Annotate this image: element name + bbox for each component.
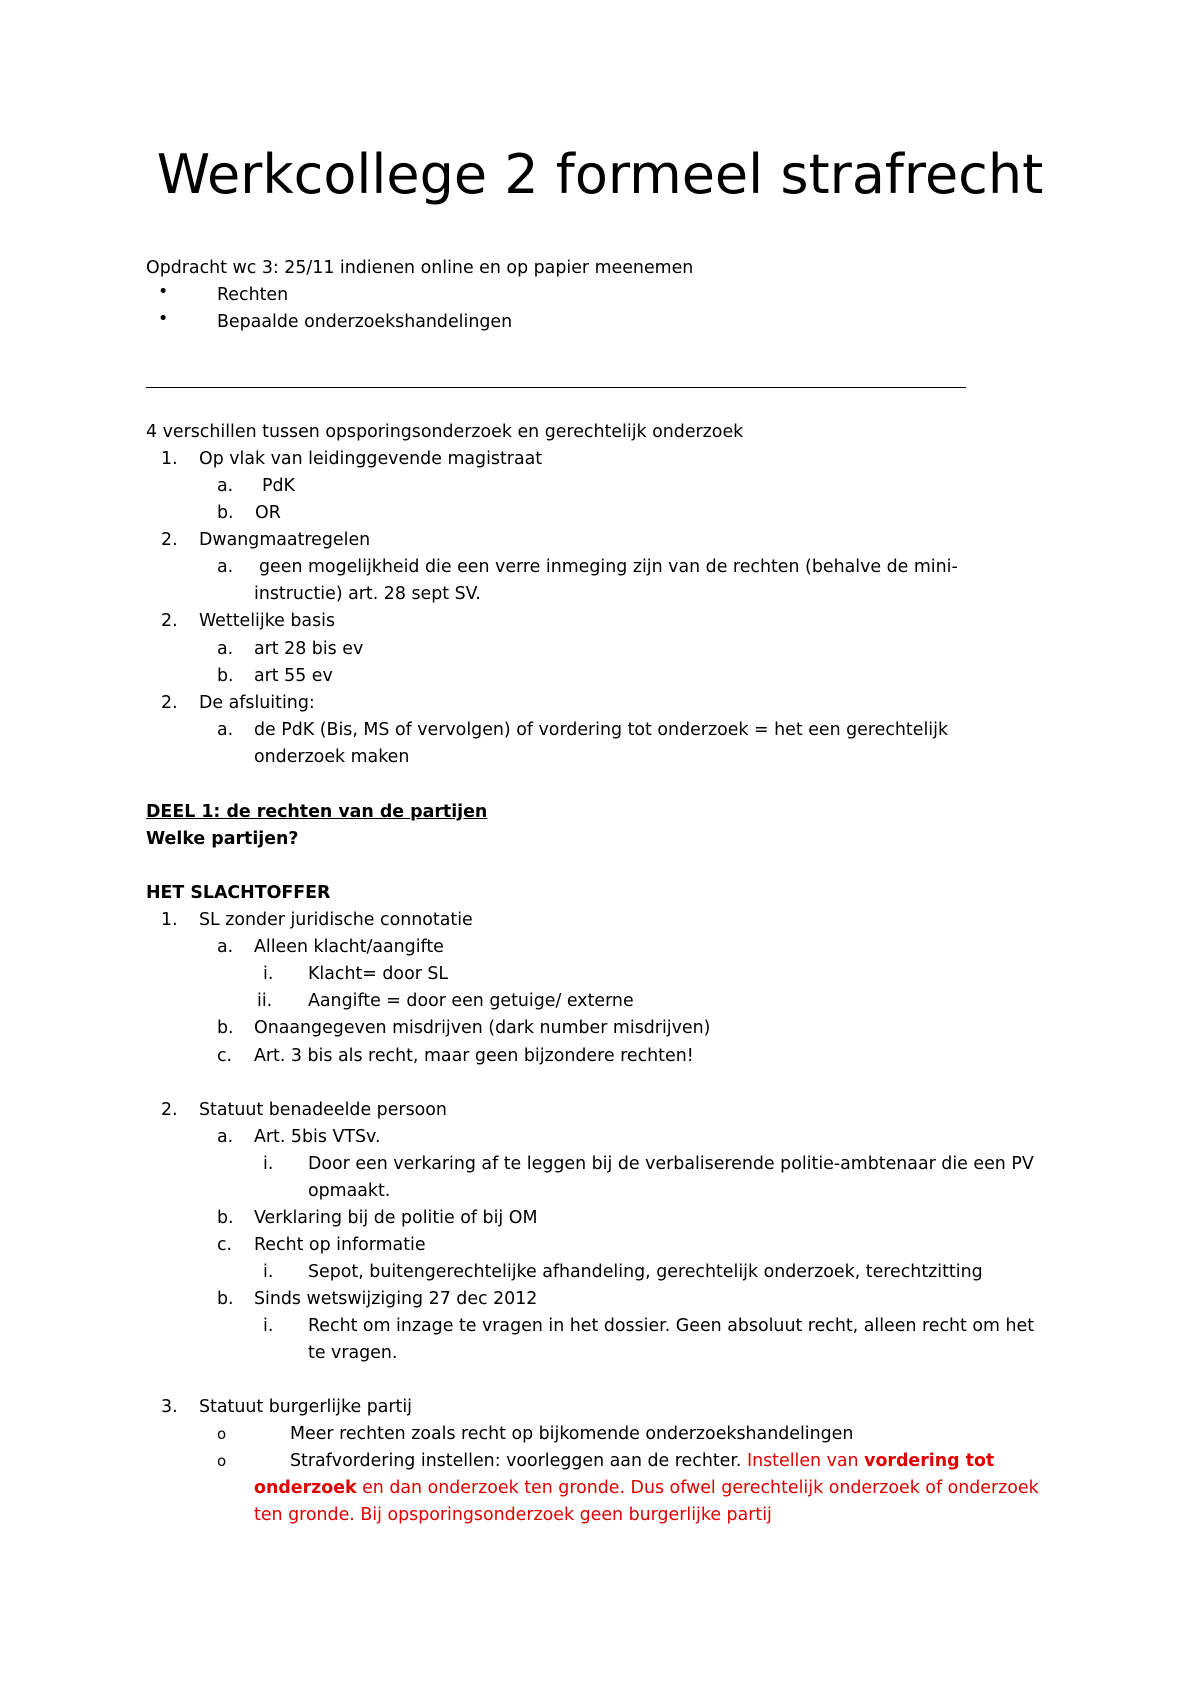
list-letter: a. [217, 639, 234, 659]
document-title: Werkcollege 2 formeel strafrecht [156, 143, 1044, 206]
list-letter: c. [217, 1235, 233, 1255]
list-subitem: Verklaring bij de politie of bij OM [254, 1208, 538, 1228]
opdracht-bullet-1: Rechten [217, 285, 289, 305]
opdracht-line: Opdracht wc 3: 25/11 indienen online en op papier meenemen [146, 258, 694, 278]
list-number: 2. [161, 530, 178, 550]
list-letter: b. [217, 1289, 234, 1309]
list-roman: i. [263, 1262, 274, 1282]
section-heading: DEEL 1: de rechten van de partijen [146, 802, 488, 822]
subsection-heading: HET SLACHTOFFER [146, 883, 331, 903]
list-roman: i. [263, 1154, 274, 1174]
circle-bullet-icon: o [217, 1425, 227, 1443]
list-subitem-continued [254, 1475, 1039, 1502]
list-subitem: Sinds wetswijziging 27 dec 2012 [254, 1289, 538, 1309]
list-letter: a. [217, 1127, 234, 1147]
list-number: 2. [161, 1100, 178, 1120]
list-subitem: geen mogelijkheid die een verre inmeging zijn van de rechten (behalve de mini- [259, 557, 958, 577]
list-roman: i. [263, 1316, 274, 1336]
list-subitem: Meer rechten zoals recht op bijkomende onderzoekshandelingen [290, 1424, 854, 1444]
list-item: De afsluiting: [199, 693, 315, 713]
list-subitem-mixed [290, 1448, 994, 1475]
list-item: Op vlak van leidinggevende magistraat [199, 449, 543, 469]
list-letter: a. [217, 476, 234, 496]
list-number: 2. [161, 693, 178, 713]
list-subitem-continued: onderzoek maken [254, 747, 410, 767]
list-item: SL zonder juridische connotatie [199, 910, 473, 930]
list-subitem: Art. 5bis VTSv. [254, 1127, 381, 1147]
list-subitem: PdK [262, 476, 295, 496]
list-subitem: Onaangegeven misdrijven (dark number misdrijven) [254, 1018, 711, 1038]
list-letter: a. [217, 557, 234, 577]
list-roman: ii. [257, 991, 273, 1011]
list-roman: i. [263, 964, 274, 984]
list-subitem-continued: ten gronde. Bij opsporingsonderzoek geen burgerlijke partij [254, 1505, 772, 1525]
list-subsubitem: Recht om inzage te vragen in het dossier. Geen absoluut recht, alleen recht om het [308, 1316, 1035, 1336]
list-subsubitem: Klacht= door SL [308, 964, 449, 984]
circle-bullet-icon: o [217, 1452, 227, 1470]
list-subitem: de PdK (Bis, MS of vervolgen) of vordering tot onderzoek = het een gerechtelijk [254, 720, 949, 740]
list-subitem: Alleen klacht/aangifte [254, 937, 444, 957]
list-number: 1. [161, 910, 178, 930]
section-question: Welke partijen? [146, 829, 299, 849]
list-letter: a. [217, 937, 234, 957]
list-number: 3. [161, 1397, 178, 1417]
list-subsubitem: Door een verkaring af te leggen bij de verbaliserende politie-ambtenaar die een PV [308, 1154, 1034, 1174]
bullet-icon: • [158, 309, 169, 329]
red-bold-text: onderzoek [254, 1478, 357, 1498]
list-subitem: OR [255, 503, 281, 523]
red-bold-text: vordering tot [864, 1451, 995, 1471]
list-item: Wettelijke basis [199, 611, 336, 631]
list-item: Statuut burgerlijke partij [199, 1397, 413, 1417]
list-number: 2. [161, 611, 178, 631]
list-subsubitem-continued: opmaakt. [308, 1181, 391, 1201]
list-subitem: Recht op informatie [254, 1235, 426, 1255]
list-subsubitem-continued: te vragen. [308, 1343, 398, 1363]
list-item: Statuut benadeelde persoon [199, 1100, 447, 1120]
list-item: Dwangmaatregelen [199, 530, 371, 550]
bullet-icon: • [158, 282, 169, 302]
list-subsubitem: Aangifte = door een getuige/ externe [308, 991, 634, 1011]
red-text: Instellen van [741, 1451, 865, 1471]
verschillen-intro: 4 verschillen tussen opsporingsonderzoek en gerechtelijk onderzoek [146, 422, 744, 442]
list-subitem: art 55 ev [254, 666, 333, 686]
list-number: 1. [161, 449, 178, 469]
red-text: en dan onderzoek ten gronde. Dus ofwel gerechtelijk onderzoek of onderzoek [356, 1478, 1039, 1498]
list-letter: b. [217, 1018, 234, 1038]
list-subitem: Art. 3 bis als recht, maar geen bijzondere rechten! [254, 1046, 694, 1066]
list-letter: b. [217, 503, 234, 523]
list-letter: c. [217, 1046, 233, 1066]
list-subitem-continued: instructie) art. 28 sept SV. [254, 584, 481, 604]
horizontal-rule [146, 387, 966, 388]
opdracht-bullet-2: Bepaalde onderzoekshandelingen [217, 312, 513, 332]
black-text: Strafvordering instellen: voorleggen aan de rechter. [290, 1451, 742, 1471]
list-letter: b. [217, 1208, 234, 1228]
list-letter: a. [217, 720, 234, 740]
list-subitem: art 28 bis ev [254, 639, 364, 659]
list-subsubitem: Sepot, buitengerechtelijke afhandeling, gerechtelijk onderzoek, terechtzitting [308, 1262, 983, 1282]
list-letter: b. [217, 666, 234, 686]
